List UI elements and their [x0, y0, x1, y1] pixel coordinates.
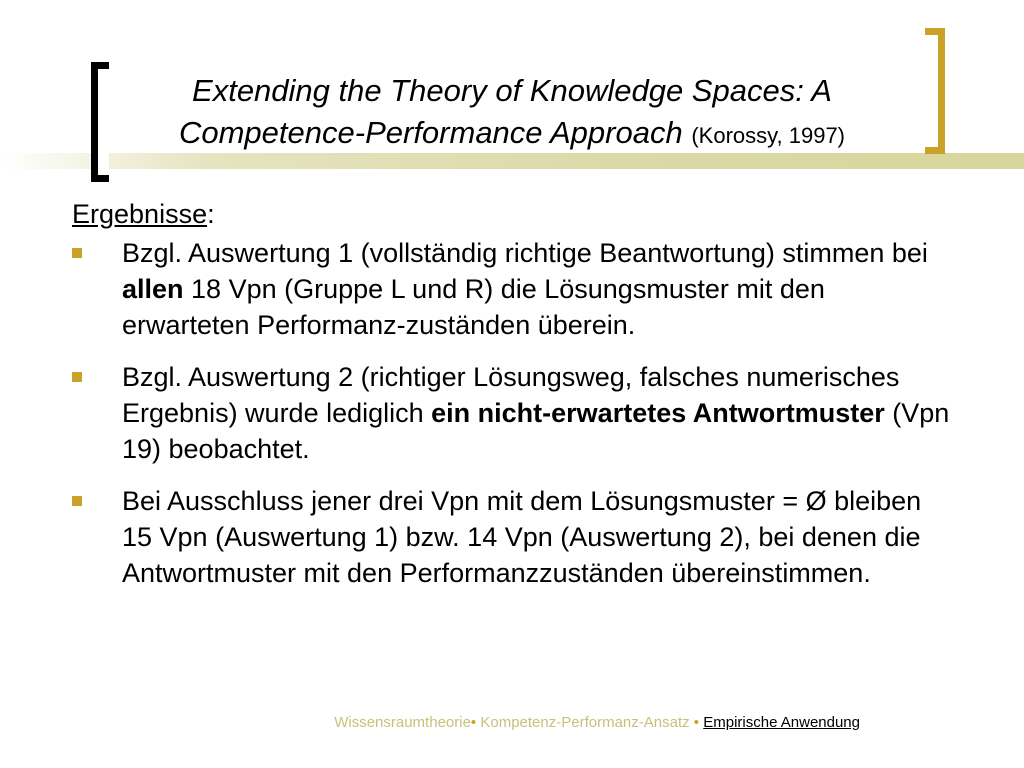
- footer-link-wissensraumtheorie[interactable]: Wissensraumtheorie: [334, 714, 471, 731]
- title-line-2: Competence-Performance Approach: [178, 115, 683, 150]
- bullet-text-after: 18 Vpn (Gruppe L und R) die Lösungsmuster mit den erwarteten Performanz-zuständen überein.: [122, 274, 825, 340]
- heading-text: Ergebnisse: [72, 199, 208, 229]
- slide-title: [112, 70, 912, 157]
- bullet-item-1: [72, 235, 952, 343]
- bullet-text-before: Bei Ausschluss jener drei Vpn mit dem Lösungsmuster = Ø bleiben 15 Vpn (Auswertung 1) bzw. 14 Vpn (Auswertung 2), bei denen die Antwortmuster mit den Performanzzuständen übereinstimmen.: [122, 486, 922, 588]
- square-bullet-icon: [72, 372, 82, 382]
- bullet-item-3: [72, 483, 952, 591]
- bullet-text-bold: ein nicht-erwartetes Antwortmuster: [431, 398, 885, 428]
- bullet-text-before: Bzgl. Auswertung 1 (vollständig richtige Beantwortung) stimmen bei: [122, 238, 928, 268]
- right-bracket-decoration: [925, 28, 945, 154]
- separator-dot-icon: •: [470, 714, 477, 731]
- section-heading: [72, 196, 972, 232]
- bullet-text-before: Bzgl. Auswertung 2 (richtiger Lösungsweg, falsches numerisches Ergebnis) wurde lediglich: [122, 362, 900, 428]
- left-bracket-decoration: [91, 62, 109, 182]
- bullet-text-bold: allen: [122, 274, 184, 304]
- bullet-text-after: (Vpn 19) beobachtet.: [122, 398, 950, 464]
- footer-navigation: [334, 714, 860, 731]
- square-bullet-icon: [72, 496, 82, 506]
- bullet-item-2: [72, 359, 952, 467]
- heading-colon: :: [207, 199, 215, 229]
- separator-dot-icon: •: [693, 714, 700, 731]
- title-citation: (Korossy, 1997): [691, 123, 845, 148]
- title-line-1: Extending the Theory of Knowledge Spaces: A: [192, 73, 832, 108]
- footer-link-empirische-anwendung[interactable]: Empirische Anwendung: [703, 714, 860, 731]
- footer-link-kompetenz-performanz[interactable]: Kompetenz-Performanz-Ansatz: [480, 714, 690, 731]
- square-bullet-icon: [72, 248, 82, 258]
- slide-content: [72, 196, 972, 607]
